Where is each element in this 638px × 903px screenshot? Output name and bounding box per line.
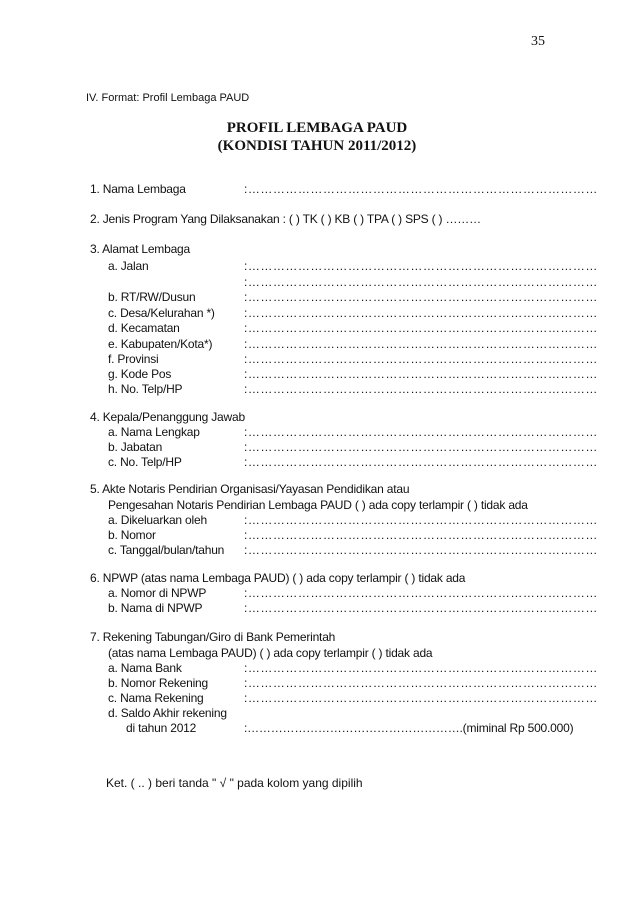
format-label: IV. Format: Profil Lembaga PAUD <box>86 92 250 104</box>
item-7d-line2: di tahun 2012 <box>126 721 197 735</box>
item-7c-label: c. Nama Rekening <box>108 691 204 705</box>
item-3g-dots: :………………………………………………………………………… <box>244 367 598 381</box>
item-3a-label: a. Jalan <box>108 259 149 273</box>
item-3f-label: f. Provinsi <box>108 352 159 366</box>
item-7-line2: (atas nama Lembaga PAUD) ( ) ada copy terlampir ( ) tidak ada <box>108 646 433 660</box>
item-4b-dots: :………………………………………………………………………… <box>244 440 598 454</box>
item-3b-dots: :………………………………………………………………………… <box>244 290 598 304</box>
item-3g-label: g. Kode Pos <box>108 367 172 381</box>
item-4b-label: b. Jabatan <box>108 440 163 454</box>
item-3c-dots: :………………………………………………………………………… <box>244 306 598 320</box>
item-5-line2: Pengesahan Notaris Pendirian Lembaga PAUD ( ) ada copy terlampir ( ) tidak ada <box>108 498 528 512</box>
item-4c-label: c. No. Telp/HP <box>108 455 182 469</box>
item-3e-label: e. Kabupaten/Kota*) <box>108 337 213 351</box>
item-3h-label: h. No. Telp/HP <box>108 382 183 396</box>
item-3d-dots: :………………………………………………………………………… <box>244 321 598 335</box>
item-7-label: 7. Rekening Tabungan/Giro di Bank Pemerintah <box>90 630 336 644</box>
item-4a-dots: :………………………………………………………………………… <box>244 425 598 439</box>
item-4a-label: a. Nama Lengkap <box>108 425 200 439</box>
item-3a-dots: :………………………………………………………………………… <box>244 259 598 273</box>
item-1-label: 1. Nama Lembaga <box>90 182 186 196</box>
item-5a-dots: :………………………………………………………………………… <box>244 513 598 527</box>
item-3d-label: d. Kecamatan <box>108 321 180 335</box>
item-7d-label: d. Saldo Akhir rekening <box>108 706 227 720</box>
item-6b-dots: :………………………………………………………………………… <box>244 601 598 615</box>
item-7c-dots: :………………………………………………………………………… <box>244 691 598 705</box>
item-5c-label: c. Tanggal/bulan/tahun <box>108 543 225 557</box>
item-5b-dots: :………………………………………………………………………… <box>244 528 598 542</box>
item-3b-label: b. RT/RW/Dusun <box>108 290 196 304</box>
page-title: PROFIL LEMBAGA PAUD <box>226 120 408 136</box>
item-3-label: 3. Alamat Lembaga <box>90 242 191 256</box>
item-7b-dots: :………………………………………………………………………… <box>244 676 598 690</box>
item-3c-label: c. Desa/Kelurahan *) <box>108 306 215 320</box>
item-4c-dots: :………………………………………………………………………… <box>244 455 598 469</box>
item-1-dots: :………………………………………………………………………… <box>244 182 598 196</box>
item-5b-label: b. Nomor <box>108 528 156 542</box>
item-5a-label: a. Dikeluarkan oleh <box>108 513 207 527</box>
item-5c-dots: :………………………………………………………………………… <box>244 543 598 557</box>
item-2-label: 2. Jenis Program Yang Dilaksanakan : ( ) TK ( ) KB ( ) TPA ( ) SPS ( ) ……… <box>90 212 481 226</box>
item-3f-dots: :………………………………………………………………………… <box>244 352 598 366</box>
item-3e-dots: :………………………………………………………………………… <box>244 337 598 351</box>
page-number: 35 <box>531 34 545 49</box>
item-3h-dots: :………………………………………………………………………… <box>244 382 598 396</box>
item-3a-dots-2: :………………………………………………………………………… <box>244 275 598 289</box>
note: Ket. ( .. ) beri tanda " √ " pada kolom yang dipilih <box>106 776 363 790</box>
item-7a-dots: :………………………………………………………………………… <box>244 661 598 675</box>
item-6a-dots: :………………………………………………………………………… <box>244 586 598 600</box>
item-5-label: 5. Akte Notaris Pendirian Organisasi/Yayasan Pendidikan atau <box>90 482 410 496</box>
item-7d-dots: :……………………………………………….(miminal Rp 500.000) <box>244 721 574 735</box>
item-6a-label: a. Nomor di NPWP <box>108 586 207 600</box>
page-subtitle: (KONDISI TAHUN 2011/2012) <box>217 138 417 154</box>
item-6-label: 6. NPWP (atas nama Lembaga PAUD) ( ) ada copy terlampir ( ) tidak ada <box>90 571 466 585</box>
item-6b-label: b. Nama di NPWP <box>108 601 203 615</box>
item-7b-label: b. Nomor Rekening <box>108 676 208 690</box>
item-4-label: 4. Kepala/Penanggung Jawab <box>90 410 245 424</box>
item-7a-label: a. Nama Bank <box>108 661 182 675</box>
